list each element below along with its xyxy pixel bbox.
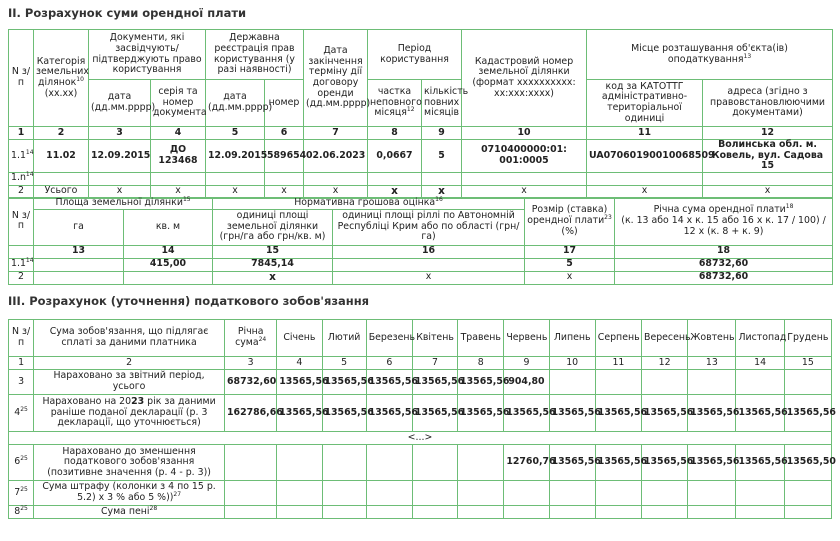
col-header-month: Травень — [458, 320, 504, 357]
ellipsis-row: <...> — [9, 432, 832, 445]
col-header-period: Період користування — [368, 30, 462, 80]
column-numbers-row: 1 2 3 4 5 6 7 8 9 10 11 12 13 14 15 — [9, 357, 832, 370]
col-header-month: Квітень — [412, 320, 457, 357]
col-header-ngo-unit: одиниці площі земельної ділянки (грн/га або грн/кв. м) — [213, 209, 333, 245]
rent-calculation-table — [8, 29, 833, 199]
table-row: $7^{25}$ Сума штрафу (колонки з 4 по 15 р. 5.2) х 3 % або 5 %))$^{27}$ — [9, 481, 832, 506]
land-area-valuation-table — [8, 197, 833, 285]
col-header-annual: Річна сума$^{24}$ — [225, 320, 277, 357]
col-header-area: Площа земельної ділянки$^{15}$ — [34, 198, 213, 210]
col-header-annual-rent: Річна сума орендної плати$^{18}$ (к. 13 або 14 х к. 15 або 16 х к. 17 / 100) / 12 х (к. 8 + к. 9) — [615, 198, 833, 246]
col-header-month: Липень — [549, 320, 595, 357]
col-header-month: Березень — [366, 320, 412, 357]
col-header-n: N з/п — [9, 30, 34, 127]
col-header-month: Лютий — [322, 320, 366, 357]
col-header-address: адреса (згідно з правовстановлюючими документами) — [703, 80, 833, 127]
col-header-cadastral: Кадастровий номер земельної ділянки (формат хххххххххх: хх:ххх:хххх) — [462, 30, 587, 127]
col-header-n: N з/п — [9, 320, 34, 357]
col-header-area-ha: га — [34, 209, 124, 245]
col-header-month: Червень — [504, 320, 549, 357]
col-header-category: Категорія земельних ділянок$^{10}$ (хх.хх) — [34, 30, 89, 127]
section-2-title: ІІ. Розрахунок суми орендної плати — [8, 6, 247, 20]
col-header-end-date: Дата закінчення терміну дії договору оренди (дд.мм.рррр) — [304, 30, 368, 127]
column-numbers-row: 13 14 15 16 17 18 — [9, 245, 833, 258]
col-header-full-months: кількість повних місяців — [422, 80, 462, 127]
col-header-month: Січень — [277, 320, 322, 357]
table-row: $4^{25}$ Нараховано на 2023 рік за даними раніше поданої декларації (р. 3 декларації, що уточнюється) 162786,66 13565,56 13565,56 13565,56 13565,56 13565,56 13565,56 13565,56 13565,56 13565,56 13565,56 13565,56 13565,56 — [9, 395, 832, 432]
col-header-doc-series: серія та номер документа — [151, 80, 206, 127]
col-header-description: Сума зобов'язання, що підлягає сплаті за даними платника — [34, 320, 225, 357]
section-3-title: ІІІ. Розрахунок (уточнення) податкового зобов'язання — [8, 294, 370, 308]
table-row: $1.n^{14}$ — [9, 172, 833, 185]
col-header-ngo: Нормативна грошова оцінка$^{16}$ — [213, 198, 525, 210]
column-numbers-row: 1 2 3 4 5 6 7 8 9 10 11 12 — [9, 127, 833, 140]
col-header-month: Вересень — [642, 320, 688, 357]
col-header-month: Серпень — [595, 320, 641, 357]
table-row: $1.1^{14}$ 11.02 12.09.2015 ДО 123468 12.09.2015 589654 02.06.2023 0,0667 5 0710400000:01: 001:0005 UA07060190010068509 Волинська обл. м. Ковель, вул. Садова 15 — [9, 140, 833, 173]
table-row: 3 Нараховано за звітний період, усього 68732,60 13565,56 13565,56 13565,56 13565,56 13565,56 904,80 — [9, 370, 832, 395]
col-header-rate: Розмір (ставка) орендної плати$^{23}$ (%) — [525, 198, 615, 246]
col-header-doc-date: дата (дд.мм.рррр) — [89, 80, 151, 127]
col-header-month: Грудень — [784, 320, 831, 357]
table-row-total: 2 х х х 68732,60 — [9, 271, 833, 284]
col-header-ngo-arable: одиниці площі ріллі по Автономній Республіці Крим або по області (грн/га) — [333, 209, 525, 245]
col-header-month: Листопад — [736, 320, 784, 357]
col-header-registration: Державна реєстрація прав користування (у разі наявності) — [206, 30, 304, 80]
table-row-total: 2 Усього х х х х х х х х х х — [9, 185, 833, 198]
col-header-reg-date: дата (дд.мм.рррр) — [206, 80, 265, 127]
col-header-area-m2: кв. м — [124, 209, 213, 245]
col-header-reg-number: номер — [265, 80, 304, 127]
col-header-n: N з/п — [9, 198, 34, 246]
col-header-documents: Документи, які засвідчують/ підтверджують право користування — [89, 30, 206, 80]
col-header-month: Жовтень — [688, 320, 736, 357]
col-header-location: Місце розташування об'єкта(ів) оподаткування$^{13}$ — [587, 30, 833, 80]
table-row: $8^{25}$ Сума пені$^{28}$ — [9, 506, 832, 519]
col-header-partial-month: частка неповного місяця$^{12}$ — [368, 80, 422, 127]
table-row: $6^{25}$ Нараховано до зменшення податкового зобов'язання (позитивне значення (р. 4 - р. 3)) 12760,76 13565,56 13565,56 13565,56 13565,56 13565,56 13565,50 — [9, 445, 832, 481]
table-row: $1.1^{14}$ 415,00 7845,14 5 68732,60 — [9, 258, 833, 271]
col-header-katottg: код за КАТОТТГ адміністративно-територіальної одиниці — [587, 80, 703, 127]
tax-liability-table — [8, 319, 836, 519]
